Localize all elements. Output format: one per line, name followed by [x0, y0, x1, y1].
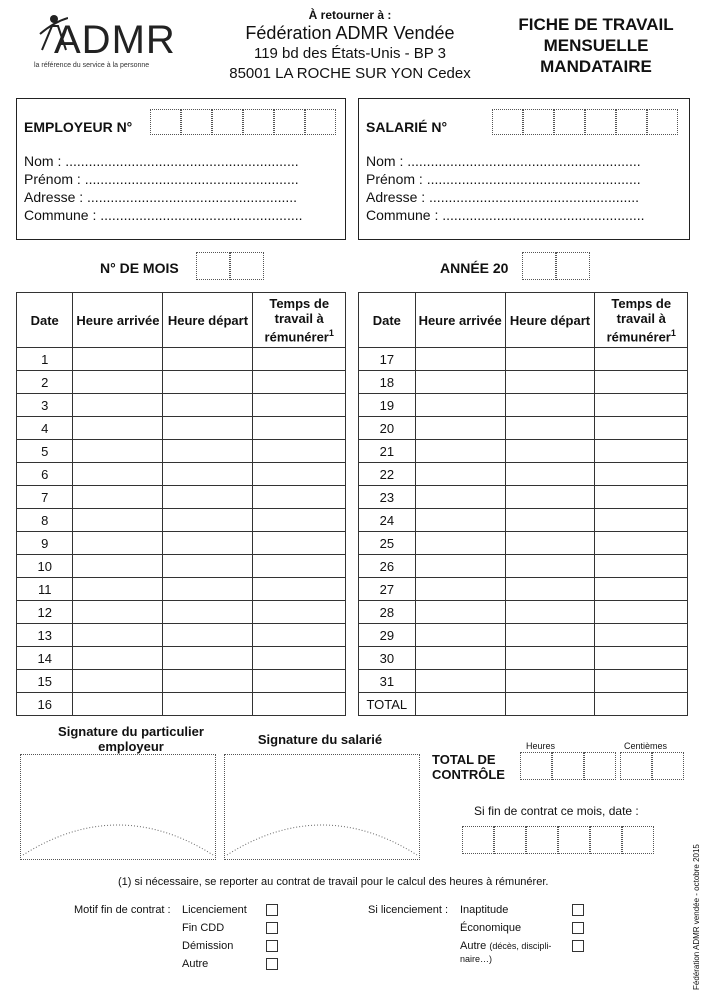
table-row	[359, 486, 688, 509]
motif-demission-checkbox[interactable]	[266, 940, 278, 952]
total-cents-field[interactable]	[620, 752, 684, 780]
motif-fincdd-checkbox[interactable]	[266, 922, 278, 934]
arrival-cell[interactable]	[415, 555, 505, 578]
worktime-cell[interactable]	[253, 348, 346, 371]
worktime-cell[interactable]	[253, 509, 346, 532]
day-cell: 8	[17, 509, 73, 532]
table-row	[17, 555, 346, 578]
worktime-cell[interactable]	[253, 394, 346, 417]
table-row	[17, 693, 346, 716]
worktime-cell[interactable]	[595, 348, 688, 371]
departure-cell[interactable]	[505, 624, 595, 647]
employee-heading: SALARIÉ N°	[366, 119, 448, 135]
logo-word: ADMR	[54, 18, 176, 62]
day-cell: 4	[17, 417, 73, 440]
worktime-cell[interactable]	[595, 624, 688, 647]
day-cell: 12	[17, 601, 73, 624]
day-cell: 25	[359, 532, 416, 555]
employer-panel	[16, 98, 346, 240]
day-cell: 31	[359, 670, 416, 693]
day-cell: 22	[359, 463, 416, 486]
title-line2: MENSUELLE	[543, 36, 649, 55]
footnote: (1) si nécessaire, se reporter au contrat de travail pour le calcul des heures à rémunérer.	[118, 876, 549, 888]
arrival-cell[interactable]	[73, 532, 163, 555]
worktime-cell[interactable]	[253, 693, 346, 716]
departure-cell[interactable]	[163, 371, 253, 394]
col-date: Date	[359, 293, 416, 348]
title-line1: FICHE DE TRAVAIL	[518, 15, 674, 34]
table-row	[17, 463, 346, 486]
logo-tagline: la référence du service à la personne	[34, 62, 150, 69]
worktime-cell[interactable]	[253, 624, 346, 647]
arrival-cell[interactable]	[415, 578, 505, 601]
employer-nom[interactable]: Nom : ............................................................	[24, 153, 299, 169]
worktime-cell[interactable]	[595, 371, 688, 394]
worktime-cell[interactable]	[253, 532, 346, 555]
employee-signature-pad[interactable]	[224, 754, 420, 860]
arrival-cell[interactable]	[73, 624, 163, 647]
departure-cell[interactable]	[505, 371, 595, 394]
table-row	[359, 693, 688, 716]
table-row	[359, 348, 688, 371]
motif-demission-label: Démission	[182, 940, 234, 952]
worktime-cell[interactable]	[595, 440, 688, 463]
table-row	[17, 486, 346, 509]
arrival-cell[interactable]	[73, 578, 163, 601]
day-cell: 26	[359, 555, 416, 578]
licenciement-economique-label: Économique	[460, 922, 522, 934]
departure-cell[interactable]	[505, 486, 595, 509]
employee-adresse[interactable]: Adresse : ......................................................	[366, 189, 640, 205]
city: 85001 LA ROCHE SUR YON Cedex	[229, 65, 471, 82]
departure-cell[interactable]	[163, 348, 253, 371]
table-row	[359, 647, 688, 670]
arrival-cell[interactable]	[73, 348, 163, 371]
arrival-cell[interactable]	[415, 509, 505, 532]
employer-number-field[interactable]	[150, 109, 336, 135]
departure-cell[interactable]	[505, 601, 595, 624]
departure-cell[interactable]	[163, 486, 253, 509]
worktime-cell[interactable]	[253, 417, 346, 440]
arrival-cell[interactable]	[73, 601, 163, 624]
day-cell: TOTAL	[359, 693, 416, 716]
arrival-cell[interactable]	[415, 371, 505, 394]
table-row	[359, 394, 688, 417]
licenciement-autre-label: Autre (décès, discipli-	[460, 940, 552, 952]
table-row	[17, 509, 346, 532]
departure-cell[interactable]	[505, 417, 595, 440]
departure-cell[interactable]	[505, 578, 595, 601]
arrival-cell[interactable]	[73, 463, 163, 486]
total-control-label: TOTAL DE CONTRÔLE	[432, 752, 505, 782]
worktime-cell[interactable]	[253, 440, 346, 463]
arrival-cell[interactable]	[415, 532, 505, 555]
table-row	[17, 348, 346, 371]
worktime-cell[interactable]	[595, 578, 688, 601]
org-name: Fédération ADMR Vendée	[245, 23, 455, 43]
arrival-cell[interactable]	[415, 463, 505, 486]
departure-cell[interactable]	[505, 670, 595, 693]
col-depart: Heure départ	[163, 293, 253, 348]
day-cell: 14	[17, 647, 73, 670]
col-depart: Heure départ	[505, 293, 595, 348]
employee-panel	[358, 98, 690, 240]
departure-cell[interactable]	[505, 693, 595, 716]
motif-fincdd-label: Fin CDD	[182, 922, 225, 934]
day-cell: 27	[359, 578, 416, 601]
employee-number-field[interactable]	[492, 109, 678, 135]
table-row	[359, 555, 688, 578]
employer-heading: EMPLOYEUR N°	[24, 119, 133, 135]
worktime-cell[interactable]	[253, 486, 346, 509]
year-label: ANNÉE 20	[440, 260, 509, 276]
day-cell: 6	[17, 463, 73, 486]
departure-cell[interactable]	[505, 647, 595, 670]
employer-commune[interactable]: Commune : ....................................................	[24, 207, 303, 223]
form-title	[496, 14, 696, 77]
table-row	[359, 601, 688, 624]
departure-cell[interactable]	[505, 440, 595, 463]
employer-signature-pad[interactable]	[20, 754, 216, 860]
motif-licenciement-label: Licenciement	[182, 904, 247, 916]
day-cell: 15	[17, 670, 73, 693]
signature-curve-icon	[225, 755, 419, 859]
worktime-cell[interactable]	[595, 486, 688, 509]
arrival-cell[interactable]	[415, 647, 505, 670]
hours-caption: Heures	[526, 741, 556, 751]
title-line3: MANDATAIRE	[540, 57, 652, 76]
year-field[interactable]	[522, 252, 590, 280]
departure-cell[interactable]	[163, 417, 253, 440]
employee-commune[interactable]: Commune : ....................................................	[366, 207, 645, 223]
worktime-cell[interactable]	[253, 670, 346, 693]
employer-signature-label: Signature du particulier employeur	[58, 724, 204, 754]
worktime-cell[interactable]	[595, 693, 688, 716]
table-row	[17, 647, 346, 670]
cents-caption: Centièmes	[624, 741, 668, 751]
worktime-cell[interactable]	[595, 509, 688, 532]
table-row	[359, 670, 688, 693]
day-cell: 23	[359, 486, 416, 509]
worktime-cell[interactable]	[595, 417, 688, 440]
arrival-cell[interactable]	[73, 486, 163, 509]
total-hours-field[interactable]	[520, 752, 616, 780]
col-arrivee: Heure arrivée	[415, 293, 505, 348]
day-cell: 5	[17, 440, 73, 463]
arrival-cell[interactable]	[415, 417, 505, 440]
arrival-cell[interactable]	[73, 371, 163, 394]
table-row	[359, 532, 688, 555]
worktime-cell[interactable]	[253, 647, 346, 670]
hours-table-right	[358, 292, 688, 716]
worktime-cell[interactable]	[595, 394, 688, 417]
table-row	[359, 578, 688, 601]
departure-cell[interactable]	[505, 532, 595, 555]
table-row	[17, 371, 346, 394]
worktime-cell[interactable]	[595, 463, 688, 486]
departure-cell[interactable]	[163, 693, 253, 716]
worktime-cell[interactable]	[595, 555, 688, 578]
worktime-cell[interactable]	[253, 555, 346, 578]
day-cell: 1	[17, 348, 73, 371]
arrival-cell[interactable]	[73, 693, 163, 716]
arrival-cell[interactable]	[415, 394, 505, 417]
day-cell: 18	[359, 371, 416, 394]
departure-cell[interactable]	[163, 578, 253, 601]
month-label: N° DE MOIS	[100, 260, 179, 276]
arrival-cell[interactable]	[415, 440, 505, 463]
motif-autre-checkbox[interactable]	[266, 958, 278, 970]
return-address	[200, 8, 500, 84]
table-row	[17, 670, 346, 693]
day-cell: 9	[17, 532, 73, 555]
col-temps: Temps de travail à rémunérer$^1$	[253, 293, 346, 348]
day-cell: 10	[17, 555, 73, 578]
arrival-cell[interactable]	[415, 486, 505, 509]
departure-cell[interactable]	[163, 647, 253, 670]
day-cell: 2	[17, 371, 73, 394]
table-row	[17, 532, 346, 555]
table-row	[17, 624, 346, 647]
motif-label: Motif fin de contrat :	[74, 904, 171, 916]
licenciement-autre-note: naire…)	[460, 954, 493, 964]
day-cell: 17	[359, 348, 416, 371]
table-row	[359, 509, 688, 532]
table-row	[17, 578, 346, 601]
departure-cell[interactable]	[163, 463, 253, 486]
table-row	[359, 440, 688, 463]
col-arrivee: Heure arrivée	[73, 293, 163, 348]
arrival-cell[interactable]	[73, 440, 163, 463]
day-cell: 11	[17, 578, 73, 601]
col-temps: Temps de travail à rémunérer$^1$	[595, 293, 688, 348]
day-cell: 3	[17, 394, 73, 417]
side-note: Fédération ADMR vendée - octobre 2015	[692, 844, 701, 990]
table-row	[17, 440, 346, 463]
arrival-cell[interactable]	[73, 394, 163, 417]
day-cell: 19	[359, 394, 416, 417]
table-row	[359, 371, 688, 394]
departure-cell[interactable]	[163, 509, 253, 532]
table-row	[359, 417, 688, 440]
departure-cell[interactable]	[505, 394, 595, 417]
arrival-cell[interactable]	[415, 693, 505, 716]
end-contract-date-field[interactable]	[462, 826, 654, 854]
arrival-cell[interactable]	[73, 555, 163, 578]
employee-signature-label: Signature du salarié	[257, 732, 383, 747]
arrival-cell[interactable]	[415, 348, 505, 371]
arrival-cell[interactable]	[415, 670, 505, 693]
month-field[interactable]	[196, 252, 264, 280]
worktime-cell[interactable]	[595, 647, 688, 670]
departure-cell[interactable]	[505, 348, 595, 371]
day-cell: 13	[17, 624, 73, 647]
departure-cell[interactable]	[163, 555, 253, 578]
worktime-cell[interactable]	[595, 670, 688, 693]
employer-prenom[interactable]: Prénom : .......................................................	[24, 171, 299, 187]
signature-curve-icon	[21, 755, 215, 859]
day-cell: 21	[359, 440, 416, 463]
departure-cell[interactable]	[163, 532, 253, 555]
arrival-cell[interactable]	[73, 509, 163, 532]
departure-cell[interactable]	[163, 601, 253, 624]
employee-nom[interactable]: Nom : ............................................................	[366, 153, 641, 169]
arrival-cell[interactable]	[73, 670, 163, 693]
licenciement-inaptitude-checkbox[interactable]	[572, 904, 584, 916]
worktime-cell[interactable]	[595, 532, 688, 555]
table-row	[17, 394, 346, 417]
worktime-cell[interactable]	[253, 578, 346, 601]
departure-cell[interactable]	[163, 440, 253, 463]
worktime-cell[interactable]	[253, 371, 346, 394]
street: 119 bd des États-Unis - BP 3	[253, 45, 447, 62]
table-row	[359, 624, 688, 647]
table-row	[17, 601, 346, 624]
worktime-cell[interactable]	[253, 601, 346, 624]
admr-logo	[28, 14, 176, 84]
arrival-cell[interactable]	[415, 624, 505, 647]
arrival-cell[interactable]	[415, 601, 505, 624]
licenciement-autre-checkbox[interactable]	[572, 940, 584, 952]
departure-cell[interactable]	[505, 463, 595, 486]
table-row	[17, 417, 346, 440]
departure-cell[interactable]	[163, 670, 253, 693]
return-label: À retourner à :	[308, 8, 392, 22]
hours-table-left	[16, 292, 346, 716]
licenciement-inaptitude-label: Inaptitude	[460, 904, 509, 916]
worktime-cell[interactable]	[253, 463, 346, 486]
end-contract-label: Si fin de contrat ce mois, date :	[474, 804, 639, 818]
arrival-cell[interactable]	[73, 417, 163, 440]
day-cell: 29	[359, 624, 416, 647]
table-row	[359, 463, 688, 486]
motif-licenciement-checkbox[interactable]	[266, 904, 278, 916]
day-cell: 30	[359, 647, 416, 670]
departure-cell[interactable]	[505, 509, 595, 532]
col-date: Date	[17, 293, 73, 348]
employee-prenom[interactable]: Prénom : .......................................................	[366, 171, 641, 187]
motif-autre-label: Autre	[182, 958, 209, 970]
departure-cell[interactable]	[163, 624, 253, 647]
departure-cell[interactable]	[163, 394, 253, 417]
worktime-cell[interactable]	[595, 601, 688, 624]
day-cell: 24	[359, 509, 416, 532]
departure-cell[interactable]	[505, 555, 595, 578]
arrival-cell[interactable]	[73, 647, 163, 670]
day-cell: 28	[359, 601, 416, 624]
employer-adresse[interactable]: Adresse : ......................................................	[24, 189, 298, 205]
day-cell: 16	[17, 693, 73, 716]
day-cell: 20	[359, 417, 416, 440]
day-cell: 7	[17, 486, 73, 509]
licenciement-economique-checkbox[interactable]	[572, 922, 584, 934]
licenciement-label: Si licenciement :	[368, 904, 449, 916]
